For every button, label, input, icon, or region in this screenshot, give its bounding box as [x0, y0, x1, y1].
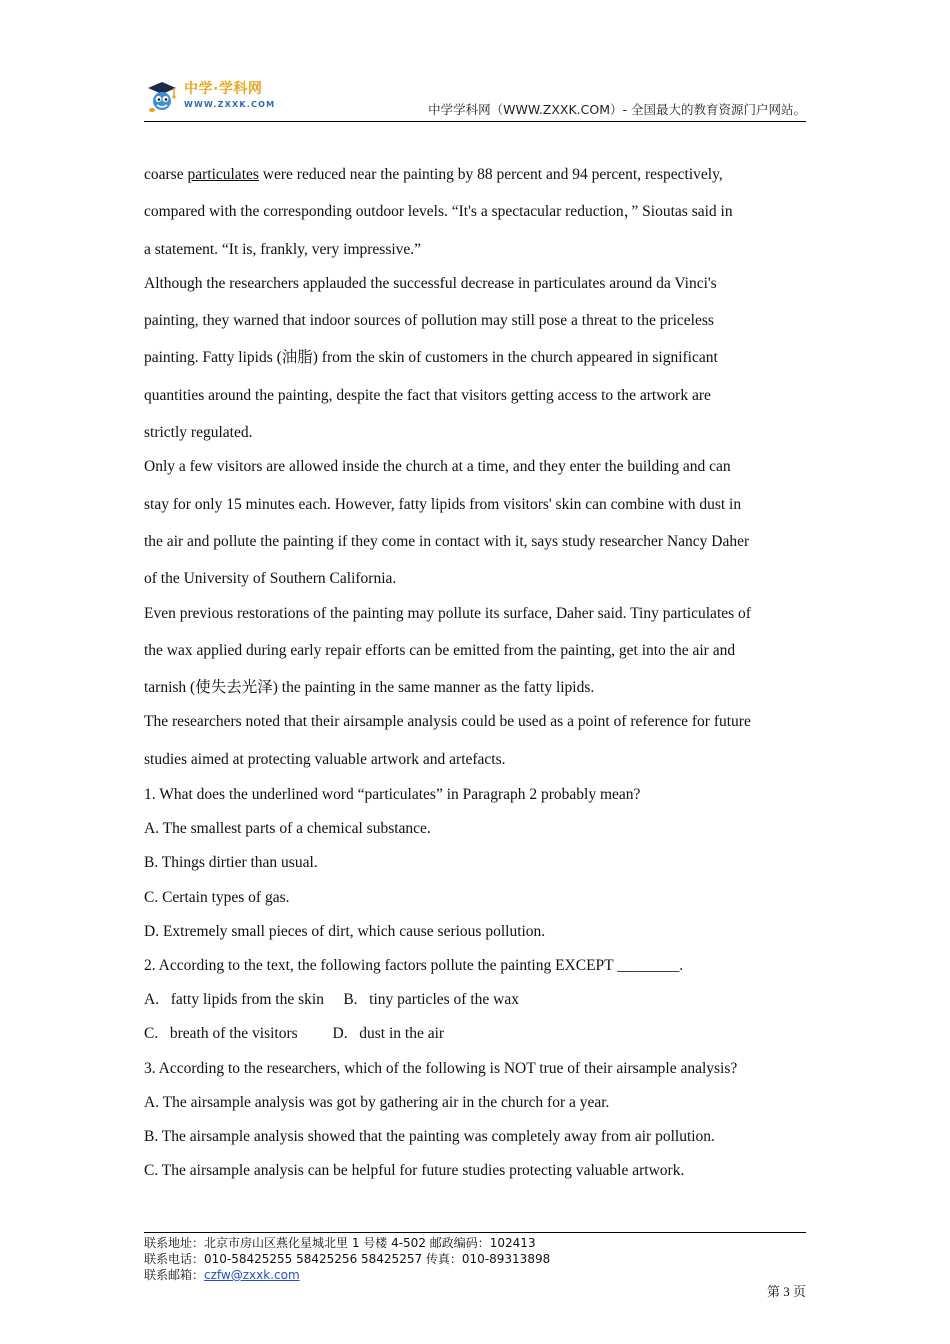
header-site-text: 中学学科网（WWW.ZXXK.COM）- 全国最大的教育资源门户网站。 [428, 102, 806, 117]
underlined-word: particulates [187, 166, 259, 183]
footer-address: 联系地址：北京市房山区燕化星城北里 1 号楼 4-502 邮政编码：102413 [144, 1236, 536, 1250]
question-1-stem: 1. What does the underlined word “particulates” in Paragraph 2 probably mean? [144, 786, 641, 804]
paragraph-2 [144, 265, 806, 451]
paragraph-1 [144, 156, 806, 268]
paragraph-line: stay for only 15 minutes each. However, fatty lipids from visitors' skin can combine with dust in [144, 495, 742, 513]
paragraph-line: compared with the corresponding outdoor levels. “It's a spectacular reduction，” Sioutas said in [144, 203, 733, 221]
footer-email-label: 联系邮箱： [144, 1268, 205, 1282]
graduate-mascot-icon [144, 79, 180, 115]
paragraph-line: the air and pollute the painting if they come in contact with it, says study researcher Nancy Daher [144, 532, 750, 550]
text-span: were reduced near the painting by 88 percent and 94 percent, respectively, [258, 166, 723, 183]
footer-phone: 联系电话：010-58425255 58425256 58425257 传真：010-89313898 [144, 1252, 551, 1266]
question-3-option-b: B. The airsample analysis showed that the painting was completely away from air pollution. [144, 1128, 715, 1146]
paragraph-5 [144, 703, 806, 778]
question-1-option-a: A. The smallest parts of a chemical substance. [144, 820, 431, 838]
question-3-stem: 3. According to the researchers, which of the following is NOT true of their airsample analysis? [144, 1059, 738, 1077]
document-body [144, 156, 806, 1188]
paragraph-line: strictly regulated. [144, 424, 253, 442]
question-3-option-a: A. The airsample analysis was got by gathering air in the church for a year. [144, 1093, 610, 1111]
question-2-stem: 2. According to the text, the following factors pollute the painting EXCEPT ________. [144, 957, 684, 975]
paragraph-line: the wax applied during early repair efforts can be emitted from the painting, get into the air and [144, 641, 736, 659]
page-number: 第 3 页 [766, 1284, 806, 1299]
paragraph-line: tarnish (使失去光泽) the painting in the same manner as the fatty lipids. [144, 679, 595, 697]
paragraph-line: studies aimed at protecting valuable artwork and artefacts. [144, 750, 506, 768]
paragraph-line: Even previous restorations of the painting may pollute its surface, Daher said. Tiny particulates of [144, 604, 751, 622]
logo-url: WWW.ZXXK.COM [184, 100, 276, 109]
page-header [144, 76, 806, 122]
paragraph-line: of the University of Southern California. [144, 570, 397, 588]
paragraph-line [144, 156, 806, 193]
question-2-options-cd: C. breath of the visitors D. dust in the air [144, 1025, 445, 1043]
question-3-option-c: C. The airsample analysis can be helpful for future studies protecting valuable artwork. [144, 1162, 685, 1180]
footer-email-link[interactable]: czfw@zxxk.com [204, 1268, 300, 1282]
site-logo[interactable] [144, 76, 284, 116]
paragraph-line: quantities around the painting, despite the fact that visitors getting access to the artwork are [144, 386, 711, 404]
text-span: coarse [144, 166, 188, 183]
paragraph-line: Only a few visitors are allowed inside the church at a time, and they enter the building and can [144, 458, 731, 476]
footer-email-row [144, 1267, 806, 1283]
paragraph-line: a statement. “It is, frankly, very impressive.” [144, 240, 422, 258]
question-1-option-c: C. Certain types of gas. [144, 888, 290, 906]
question-1-option-b: B. Things dirtier than usual. [144, 854, 318, 872]
paragraph-line: painting, they warned that indoor sources of pollution may still pose a threat to the priceless [144, 312, 714, 330]
question-2-options-ab: A. fatty lipids from the skin B. tiny particles of the wax [144, 991, 519, 1009]
paragraph-line: Although the researchers applauded the successful decrease in particulates around da Vinci's [144, 274, 717, 292]
paragraph-line: The researchers noted that their airsample analysis could be used as a point of reference for future [144, 713, 751, 731]
logo-title: 中学·学科网 [184, 81, 263, 97]
page-footer [144, 1232, 806, 1283]
paragraph-4 [144, 595, 806, 707]
questions [144, 778, 806, 1188]
paragraph-3 [144, 448, 806, 597]
paragraph-line: painting. Fatty lipids (油脂) from the skin of customers in the church appeared in significant [144, 349, 718, 367]
question-1-option-d: D. Extremely small pieces of dirt, which cause serious pollution. [144, 922, 546, 940]
